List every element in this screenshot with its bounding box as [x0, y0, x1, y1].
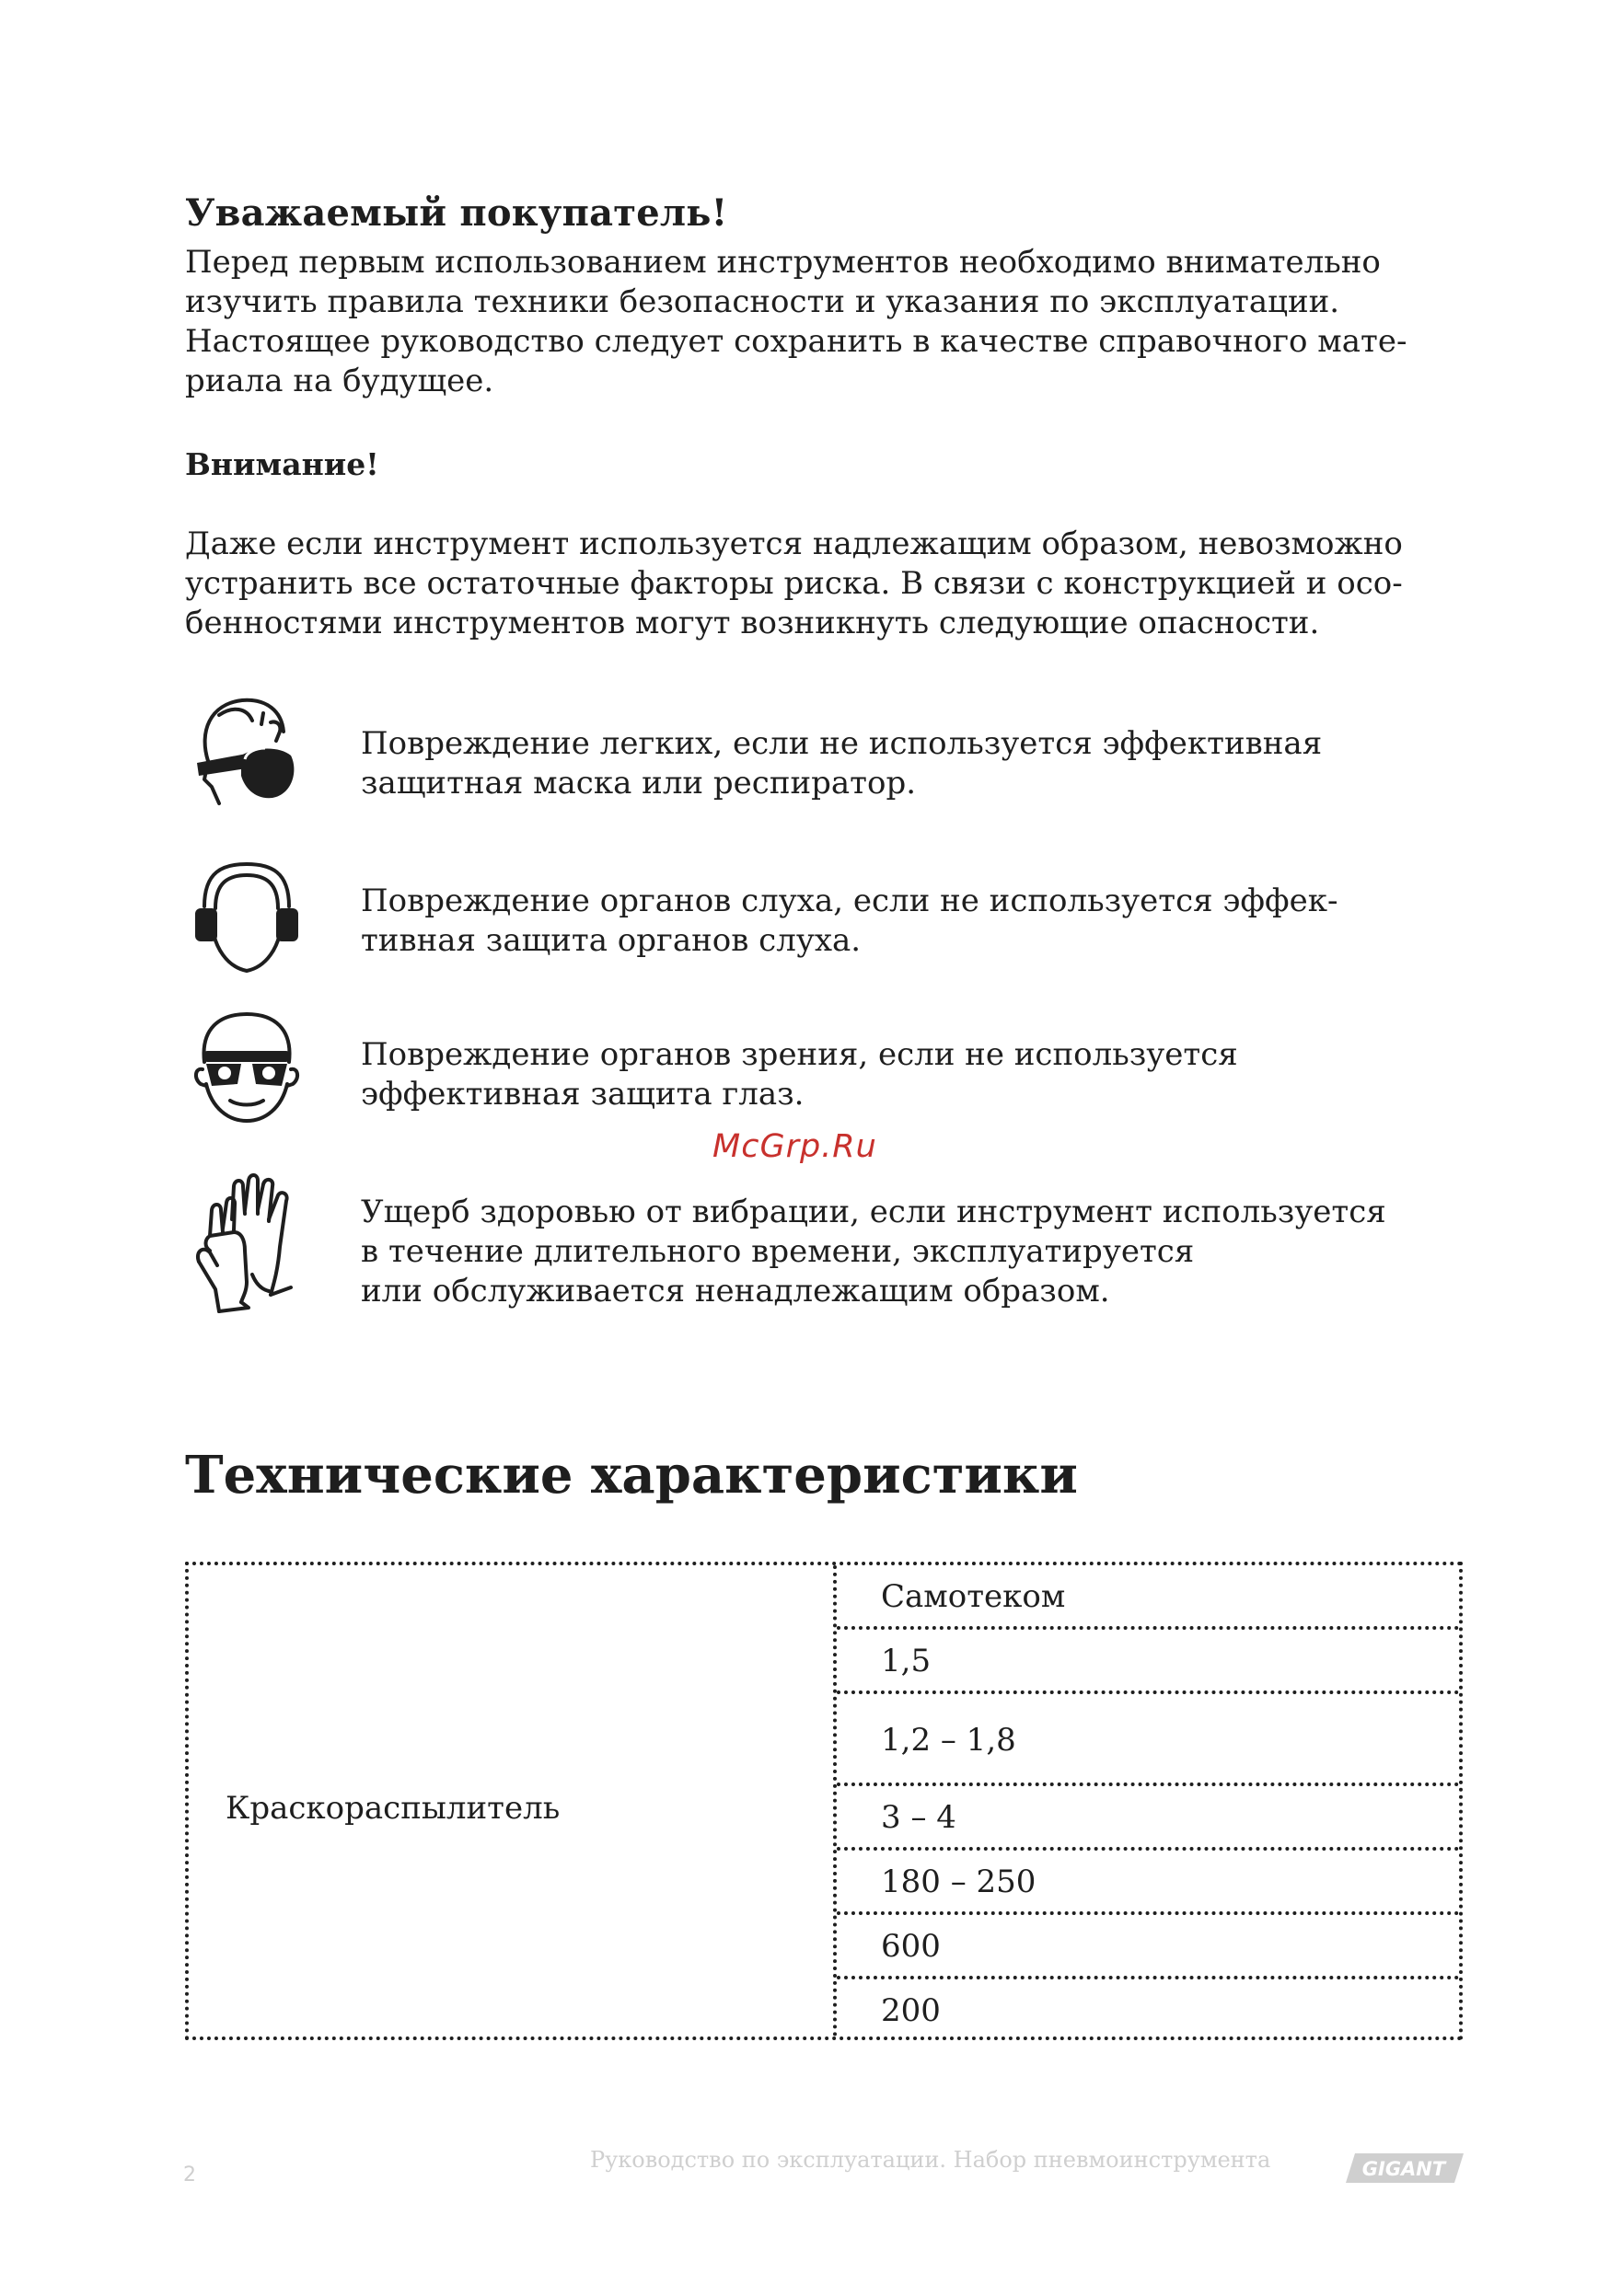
spec-value: 1,5: [881, 1643, 932, 1679]
footer-title: Руководство по эксплуатации. Набор пневмоинструмента: [590, 2147, 1271, 2173]
spec-value: 600: [881, 1928, 941, 1965]
text-line: Ущерб здоровью от вибрации, если инструмент используется: [361, 1194, 1386, 1230]
text-line: в течение длительного времени, эксплуатируется: [361, 1233, 1195, 1270]
hazard-text-vibration: [361, 1193, 1386, 1311]
hazard-text-vision: [361, 1035, 1238, 1114]
watermark-text: McGrp.Ru: [712, 1128, 877, 1165]
warning-paragraph: [185, 525, 1474, 643]
specs-item-cell: [189, 1565, 837, 2036]
spec-value: 200: [881, 1992, 941, 2029]
spec-value: 1,2 – 1,8: [881, 1722, 1016, 1759]
table-row: [837, 1979, 1459, 2036]
table-row: [837, 1851, 1459, 1915]
hazard-text-hearing: [361, 882, 1338, 961]
table-row: [837, 1915, 1459, 1979]
text-line: Даже если инструмент используется надлежащим образом, невозможно: [185, 525, 1403, 562]
specs-table: [185, 1562, 1463, 2040]
greeting-heading: Уважаемый покупатель!: [185, 191, 728, 235]
protective-gloves-icon: [191, 1173, 302, 1321]
spec-value: 3 – 4: [881, 1799, 956, 1836]
text-line: или обслуживается ненадлежащим образом.: [361, 1273, 1110, 1310]
safety-goggles-icon: [191, 1010, 302, 1126]
page-number: 2: [183, 2163, 196, 2186]
specs-title: Технические характеристики: [185, 1445, 1078, 1506]
text-line: тивная защита органов слуха.: [361, 922, 862, 959]
table-row: [837, 1565, 1459, 1630]
text-line: бенностями инструментов могут возникнуть следующие опасности.: [185, 605, 1320, 641]
table-row: [837, 1630, 1459, 1694]
specs-item-name: Краскораспылитель: [226, 1790, 561, 1827]
text-line: защитная маска или респиратор.: [361, 765, 917, 802]
text-line: Повреждение легких, если не используется эффективная: [361, 725, 1323, 762]
text-line: Перед первым использованием инструментов необходимо внимательно: [185, 244, 1381, 281]
spec-value: Самотеком: [881, 1578, 1066, 1615]
text-line: изучить правила техники безопасности и указания по эксплуатации.: [185, 283, 1340, 320]
intro-paragraph: [185, 243, 1474, 401]
text-line: устранить все остаточные факторы риска. В связи с конструкцией и осо-: [185, 565, 1403, 602]
gigant-logo: [1346, 2153, 1464, 2183]
hazard-text-lungs: [361, 724, 1322, 803]
text-line: эффективная защита глаз.: [361, 1076, 805, 1113]
ear-protection-icon: [191, 860, 302, 976]
table-row: [837, 1786, 1459, 1851]
attention-heading: Внимание!: [185, 446, 379, 482]
spec-value: 180 – 250: [881, 1863, 1036, 1900]
text-line: Повреждение органов слуха, если не используется эффек-: [361, 883, 1338, 919]
text-line: Повреждение органов зрения, если не используется: [361, 1036, 1238, 1073]
text-line: Настоящее руководство следует сохранить в качестве справочного мате-: [185, 323, 1407, 360]
logo-text: GIGANT: [1361, 2158, 1446, 2180]
text-line: риала на будущее.: [185, 363, 494, 399]
table-row: [837, 1694, 1459, 1786]
respirator-mask-icon: [191, 695, 302, 811]
